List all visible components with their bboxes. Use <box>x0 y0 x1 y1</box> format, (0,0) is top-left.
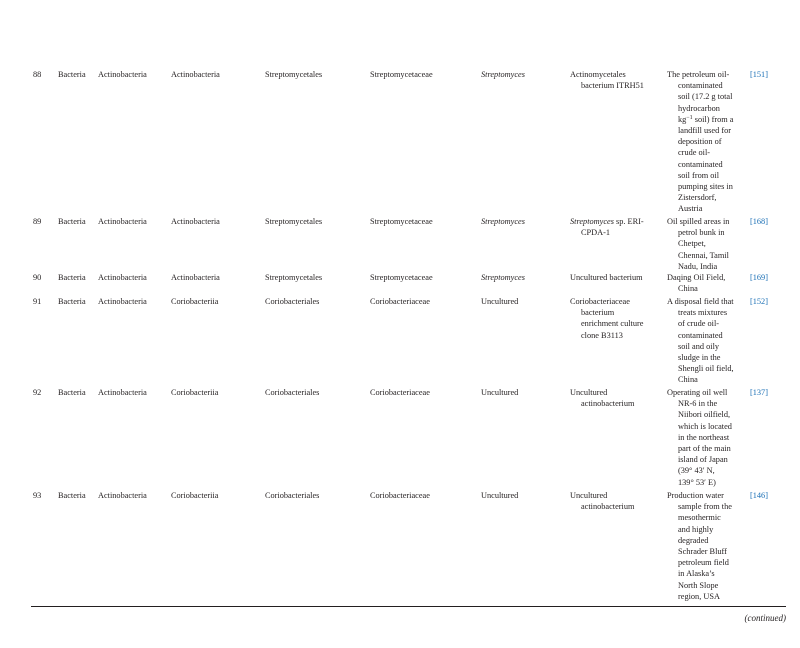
organism-cell <box>570 387 664 409</box>
source-cell <box>667 490 747 602</box>
source-line: Schrader Bluff <box>678 547 727 557</box>
organism-text: sp. ERI- <box>616 217 644 226</box>
phylum-cell: Actinobacteria <box>98 297 147 306</box>
source-line: contaminated <box>678 159 723 169</box>
source-cell <box>667 216 747 272</box>
phylum-cell: Actinobacteria <box>98 217 147 226</box>
organism-line: clone B3113 <box>581 330 623 340</box>
reference-link[interactable]: [169] <box>750 273 768 282</box>
source-line: A disposal field that <box>667 297 734 306</box>
order-cell: Coriobacteriales <box>265 491 320 500</box>
superscript: −1 <box>686 114 693 121</box>
source-line: pumping sites in <box>678 182 733 192</box>
source-line: soil (17.2 g total <box>678 92 733 102</box>
organism-line: bacterium ITRH51 <box>581 81 644 91</box>
source-line: The petroleum oil- <box>667 70 730 79</box>
source-line: mesothermic <box>678 513 721 523</box>
class-cell: Coriobacteriia <box>171 491 219 500</box>
source-line: soil and oily <box>678 341 720 351</box>
phylum-cell: Actinobacteria <box>98 273 147 282</box>
organism-cell <box>570 69 664 91</box>
order-cell: Streptomycetales <box>265 217 323 226</box>
source-line: sludge in the <box>678 353 721 363</box>
source-line: hydrocarbon <box>678 103 720 113</box>
organism-line: Coriobacteriaceae <box>570 297 630 306</box>
source-line: China <box>678 375 698 385</box>
source-line: North Slope <box>678 580 719 590</box>
source-line: which is located <box>678 421 732 431</box>
source-line: soil from oil <box>678 170 720 180</box>
source-line <box>667 114 747 125</box>
source-line: China <box>678 284 698 294</box>
source-line: crude oil- <box>678 148 711 158</box>
organism-line: Uncultured <box>570 491 608 500</box>
row-number: 90 <box>33 273 42 282</box>
domain-cell: Bacteria <box>58 297 86 306</box>
class-cell: Actinobacteria <box>171 70 220 79</box>
row-number: 92 <box>33 388 42 397</box>
source-line: Daqing Oil Field, <box>667 273 726 282</box>
class-cell: Coriobacteriia <box>171 388 219 397</box>
phylum-cell: Actinobacteria <box>98 491 147 500</box>
class-cell: Coriobacteriia <box>171 297 219 306</box>
genus-cell: Uncultured <box>481 491 519 500</box>
row-number: 91 <box>33 297 42 306</box>
source-cell <box>667 272 747 294</box>
source-line: of crude oil- <box>678 319 720 329</box>
source-line: petroleum field <box>678 558 729 568</box>
genus-cell: Uncultured <box>481 297 519 306</box>
organism-genus: Streptomyces <box>570 217 614 226</box>
source-line: region, USA <box>678 591 720 601</box>
source-line: deposition of <box>678 137 722 147</box>
phylum-cell: Actinobacteria <box>98 388 147 397</box>
family-cell: Streptomycetaceae <box>370 70 433 79</box>
organism-line: Actinomycetales <box>570 70 626 79</box>
source-line: part of the main <box>678 444 731 454</box>
order-cell: Coriobacteriales <box>265 297 320 306</box>
source-line: landfill used for <box>678 126 731 136</box>
organism-cell <box>570 490 664 512</box>
genus-cell: Streptomyces <box>481 217 525 226</box>
source-line: treats mixtures <box>678 308 728 318</box>
family-cell: Coriobacteriaceae <box>370 388 430 397</box>
organism-cell <box>570 296 664 341</box>
source-cell <box>667 387 747 488</box>
reference-link[interactable]: [146] <box>750 491 768 500</box>
organism-line <box>570 216 664 227</box>
source-line: Operating oil well <box>667 388 728 397</box>
organism-line: actinobacterium <box>581 399 635 409</box>
row-number: 93 <box>33 491 42 500</box>
organism-line: CPDA-1 <box>581 228 611 238</box>
organism-line: Uncultured bacterium <box>570 273 643 282</box>
genus-cell: Streptomyces <box>481 70 525 79</box>
domain-cell: Bacteria <box>58 273 86 282</box>
genus-cell: Uncultured <box>481 388 519 397</box>
source-line: Nadu, India <box>678 261 718 271</box>
source-line: Chetpet, <box>678 239 706 249</box>
row-number: 88 <box>33 70 42 79</box>
source-line: degraded <box>678 535 709 545</box>
reference-link[interactable]: [151] <box>750 70 768 79</box>
source-line: 139° 53′ E) <box>678 477 716 487</box>
family-cell: Streptomycetaceae <box>370 217 433 226</box>
source-text: kg <box>678 114 687 124</box>
phylum-cell: Actinobacteria <box>98 70 147 79</box>
source-line: Shengli oil field, <box>678 364 734 374</box>
genus-cell: Streptomyces <box>481 273 525 282</box>
organism-line: actinobacterium <box>581 502 635 512</box>
source-line: sample from the <box>678 502 732 512</box>
reference-link[interactable]: [137] <box>750 388 768 397</box>
source-cell <box>667 296 747 386</box>
domain-cell: Bacteria <box>58 388 86 397</box>
source-line: petrol bunk in <box>678 228 725 238</box>
domain-cell: Bacteria <box>58 491 86 500</box>
continued-label: (continued) <box>744 613 786 623</box>
source-line: Zistersdorf, <box>678 193 717 203</box>
row-number: 89 <box>33 217 42 226</box>
table-bottom-rule <box>31 606 786 607</box>
source-line: island of Japan <box>678 455 728 465</box>
order-cell: Streptomycetales <box>265 70 323 79</box>
source-line: Oil spilled areas in <box>667 217 730 226</box>
organism-cell <box>570 216 664 238</box>
source-line: Niibori oilfield, <box>678 410 731 420</box>
source-line: Chennai, Tamil <box>678 250 729 260</box>
domain-cell: Bacteria <box>58 70 86 79</box>
family-cell: Streptomycetaceae <box>370 273 433 282</box>
organism-line: bacterium <box>581 308 615 318</box>
source-line: Production water <box>667 491 724 500</box>
source-line: contaminated <box>678 81 723 91</box>
source-line: and highly <box>678 524 714 534</box>
source-line: contaminated <box>678 330 723 340</box>
reference-link[interactable]: [168] <box>750 217 768 226</box>
source-text: soil) from a <box>694 114 734 124</box>
source-line: Austria <box>678 204 703 214</box>
family-cell: Coriobacteriaceae <box>370 491 430 500</box>
class-cell: Actinobacteria <box>171 217 220 226</box>
organism-line: enrichment culture <box>581 319 644 329</box>
class-cell: Actinobacteria <box>171 273 220 282</box>
source-line: in Alaska’s <box>678 569 715 579</box>
source-cell <box>667 69 747 215</box>
organism-line: Uncultured <box>570 388 608 397</box>
source-line: NR-6 in the <box>678 399 718 409</box>
organism-cell <box>570 272 664 283</box>
family-cell: Coriobacteriaceae <box>370 297 430 306</box>
domain-cell: Bacteria <box>58 217 86 226</box>
order-cell: Coriobacteriales <box>265 388 320 397</box>
order-cell: Streptomycetales <box>265 273 323 282</box>
source-line: (39° 43′ N, <box>678 466 715 476</box>
reference-link[interactable]: [152] <box>750 297 768 306</box>
source-line: in the northeast <box>678 432 730 442</box>
